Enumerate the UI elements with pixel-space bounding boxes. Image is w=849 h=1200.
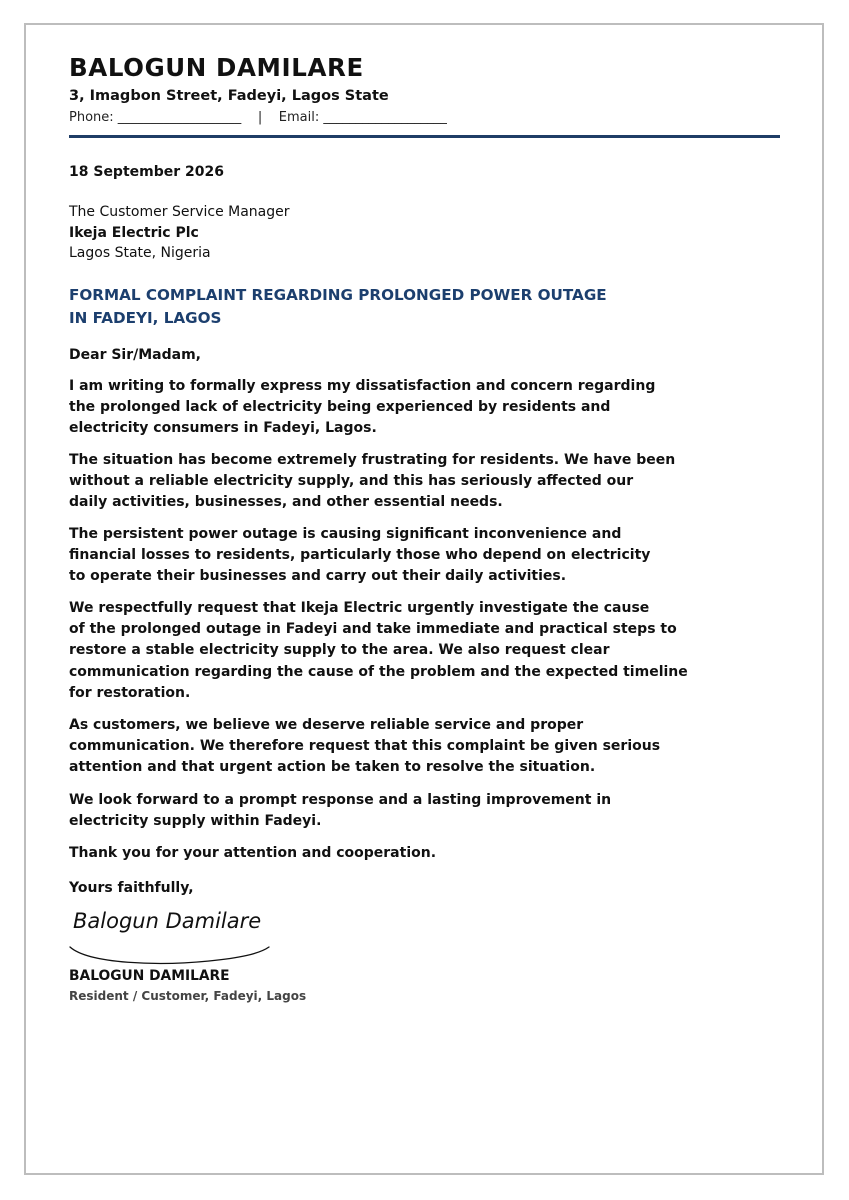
- subject-heading: [69, 284, 607, 330]
- signature-swash: [69, 944, 271, 966]
- recipient-organization: Ikeja Electric Plc: [69, 224, 199, 241]
- paragraph-line: without a reliable electricity supply, and this has seriously affected our: [69, 473, 634, 490]
- paragraph-line: As customers, we believe we deserve reliable service and proper: [69, 717, 584, 733]
- paragraph-line: daily activities, businesses, and other essential needs.: [69, 494, 503, 511]
- signatory-name: BALOGUN DAMILARE: [69, 968, 230, 984]
- sender-name: BALOGUN DAMILARE: [69, 53, 364, 82]
- paragraph-line: communication regarding the cause of the problem and the expected timeline: [69, 663, 688, 680]
- email-field: Email: ___________________: [278, 110, 447, 125]
- thanks-line: Thank you for your attention and cooperation.: [69, 845, 437, 861]
- contact-separator: |: [257, 110, 263, 125]
- subject-line: FORMAL COMPLAINT REGARDING PROLONGED POWER OUTAGE: [69, 286, 607, 304]
- contact-line: [69, 110, 447, 125]
- paragraph-line: financial losses to residents, particularly those who depend on electricity: [69, 547, 651, 564]
- letter-date: 18 September 2026: [69, 164, 224, 180]
- sender-address: 3, Imagbon Street, Fadeyi, Lagos State: [69, 88, 389, 104]
- paragraph-line: the prolonged lack of electricity being experienced by residents and: [69, 399, 611, 416]
- subject-line: IN FADEYI, LAGOS: [69, 309, 222, 327]
- signatory-role: Resident / Customer, Fadeyi, Lagos: [69, 989, 307, 1003]
- recipient-block: [69, 202, 290, 264]
- paragraph-3: [69, 524, 650, 588]
- header-rule: [69, 135, 780, 138]
- paragraph-1: [69, 376, 655, 440]
- salutation: Dear Sir/Madam,: [69, 347, 201, 363]
- paragraph-line: The persistent power outage is causing significant inconvenience and: [69, 526, 622, 542]
- paragraph-line: attention and that urgent action be taken to resolve the situation.: [69, 759, 596, 776]
- paragraph-4: [69, 598, 688, 704]
- recipient-title: The Customer Service Manager: [69, 204, 290, 220]
- paragraph-line: electricity supply within Fadeyi.: [69, 813, 322, 830]
- paragraph-line: We look forward to a prompt response and a lasting improvement in: [69, 792, 612, 808]
- signature-script: Balogun Damilare: [73, 909, 262, 933]
- paragraph-line: of the prolonged outage in Fadeyi and take immediate and practical steps to: [69, 621, 677, 638]
- paragraph-5: [69, 715, 660, 779]
- paragraph-line: We respectfully request that Ikeja Electric urgently investigate the cause: [69, 600, 650, 616]
- paragraph-line: for restoration.: [69, 684, 191, 701]
- recipient-location: Lagos State, Nigeria: [69, 245, 211, 262]
- phone-field: Phone: ___________________: [69, 110, 242, 125]
- paragraph-2: [69, 450, 675, 514]
- paragraph-line: to operate their businesses and carry out their daily activities.: [69, 568, 567, 585]
- paragraph-line: restore a stable electricity supply to the area. We also request clear: [69, 642, 610, 659]
- paragraph-line: communication. We therefore request that this complaint be given serious: [69, 738, 661, 755]
- closing: Yours faithfully,: [69, 880, 194, 896]
- paragraph-6: [69, 790, 611, 832]
- paragraph-line: I am writing to formally express my dissatisfaction and concern regarding: [69, 378, 656, 394]
- paragraph-line: electricity consumers in Fadeyi, Lagos.: [69, 420, 377, 437]
- paragraph-line: The situation has become extremely frustrating for residents. We have been: [69, 452, 676, 468]
